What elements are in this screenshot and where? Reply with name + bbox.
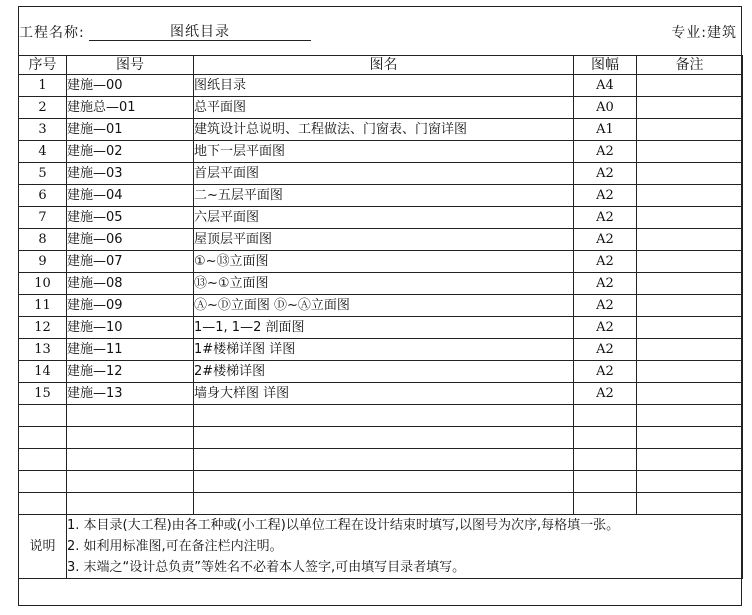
table-row (19, 97, 743, 119)
empty-cell (637, 449, 743, 471)
row-size: A2 (574, 229, 637, 251)
empty-cell (637, 427, 743, 449)
row-no: 10 (19, 273, 67, 295)
row-no: 11 (19, 295, 67, 317)
empty-cell (194, 493, 574, 515)
empty-cell (574, 405, 637, 427)
row-code: 建施—04 (67, 185, 194, 207)
empty-cell (574, 493, 637, 515)
specialty-label: 专业:建筑 (671, 25, 737, 41)
note-line: 2. 如利用标准图,可在备注栏内注明。 (67, 539, 283, 554)
empty-cell (574, 471, 637, 493)
row-code: 建施—00 (67, 75, 194, 97)
row-no: 13 (19, 339, 67, 361)
table-row (19, 383, 743, 405)
empty-cell (194, 471, 574, 493)
table-row (19, 119, 743, 141)
row-size: A2 (574, 141, 637, 163)
empty-cell (194, 449, 574, 471)
col-header-no: 序号 (19, 56, 67, 75)
row-name: 六层平面图 (194, 207, 574, 229)
row-name: ①~⑬立面图 (194, 251, 574, 273)
row-size: A0 (574, 97, 637, 119)
col-header-code: 图号 (67, 56, 194, 75)
table-row (19, 163, 743, 185)
table-row (19, 75, 743, 97)
empty-cell (637, 405, 743, 427)
empty-cell (67, 405, 194, 427)
row-size: A2 (574, 317, 637, 339)
empty-cell (19, 471, 67, 493)
row-code: 建施—01 (67, 119, 194, 141)
row-size: A2 (574, 295, 637, 317)
table-row (19, 185, 743, 207)
empty-row (19, 471, 743, 493)
col-header-note: 备注 (637, 56, 743, 75)
row-note (637, 75, 743, 97)
row-note (637, 273, 743, 295)
row-note (637, 141, 743, 163)
row-no: 15 (19, 383, 67, 405)
notes-title: 说明 (19, 515, 67, 579)
row-name: 二~五层平面图 (194, 185, 574, 207)
row-note (637, 97, 743, 119)
empty-cell (67, 449, 194, 471)
row-no: 5 (19, 163, 67, 185)
row-note (637, 163, 743, 185)
row-note (637, 361, 743, 383)
table-body (19, 75, 743, 515)
row-note (637, 339, 743, 361)
project-name-value: 图纸目录 (89, 21, 311, 41)
row-code: 建施—08 (67, 273, 194, 295)
table-row (19, 361, 743, 383)
row-no: 4 (19, 141, 67, 163)
row-size: A4 (574, 75, 637, 97)
empty-row (19, 405, 743, 427)
sheet-header (19, 7, 741, 55)
row-no: 1 (19, 75, 67, 97)
row-code: 建施—10 (67, 317, 194, 339)
row-no: 8 (19, 229, 67, 251)
row-no: 12 (19, 317, 67, 339)
row-size: A2 (574, 251, 637, 273)
empty-cell (67, 493, 194, 515)
empty-cell (19, 493, 67, 515)
table-row (19, 251, 743, 273)
row-no: 9 (19, 251, 67, 273)
row-size: A2 (574, 207, 637, 229)
empty-cell (574, 427, 637, 449)
row-size: A1 (574, 119, 637, 141)
row-name: 图纸目录 (194, 75, 574, 97)
row-no: 2 (19, 97, 67, 119)
row-name: ⑬~①立面图 (194, 273, 574, 295)
row-name: 建筑设计总说明、工程做法、门窗表、门窗详图 (194, 119, 574, 141)
row-note (637, 185, 743, 207)
col-header-size: 图幅 (574, 56, 637, 75)
empty-cell (637, 471, 743, 493)
row-code: 建施—11 (67, 339, 194, 361)
project-name-label: 工程名称: (19, 25, 85, 41)
row-code: 建施—06 (67, 229, 194, 251)
row-no: 6 (19, 185, 67, 207)
table-row (19, 229, 743, 251)
row-code: 建施—12 (67, 361, 194, 383)
row-size: A2 (574, 163, 637, 185)
row-name: 1#楼梯详图 详图 (194, 339, 574, 361)
row-code: 建施—13 (67, 383, 194, 405)
row-note (637, 119, 743, 141)
row-size: A2 (574, 339, 637, 361)
notes-body (67, 515, 743, 579)
row-size: A2 (574, 361, 637, 383)
empty-cell (67, 427, 194, 449)
empty-cell (194, 427, 574, 449)
notes-row (19, 515, 743, 579)
empty-cell (637, 493, 743, 515)
row-note (637, 295, 743, 317)
empty-cell (194, 405, 574, 427)
row-name: 首层平面图 (194, 163, 574, 185)
row-name: 屋顶层平面图 (194, 229, 574, 251)
note-line: 1. 本目录(大工程)由各工种或(小工程)以单位工程在设计结束时填写,以图号为次序,每格填一张。 (67, 518, 620, 533)
table-row (19, 273, 743, 295)
row-name: 墙身大样图 详图 (194, 383, 574, 405)
drawing-index-table (18, 55, 743, 579)
row-name: 地下一层平面图 (194, 141, 574, 163)
row-code: 建施—09 (67, 295, 194, 317)
table-row (19, 317, 743, 339)
drawing-index-sheet (18, 6, 742, 606)
note-line: 3. 末端之“设计总负责”等姓名不必着本人签字,可由填写目录者填写。 (67, 560, 466, 575)
table-row (19, 295, 743, 317)
row-name: 总平面图 (194, 97, 574, 119)
row-code: 建施—05 (67, 207, 194, 229)
empty-row (19, 493, 743, 515)
row-name: Ⓐ~Ⓓ立面图 Ⓓ~Ⓐ立面图 (194, 295, 574, 317)
row-code: 建施总—01 (67, 97, 194, 119)
row-name: 2#楼梯详图 (194, 361, 574, 383)
row-no: 3 (19, 119, 67, 141)
empty-row (19, 449, 743, 471)
row-no: 14 (19, 361, 67, 383)
empty-cell (574, 449, 637, 471)
empty-cell (19, 405, 67, 427)
row-note (637, 207, 743, 229)
table-header-row (19, 56, 743, 75)
row-code: 建施—03 (67, 163, 194, 185)
table-row (19, 141, 743, 163)
row-note (637, 317, 743, 339)
row-note (637, 229, 743, 251)
row-size: A2 (574, 273, 637, 295)
row-code: 建施—07 (67, 251, 194, 273)
row-note (637, 251, 743, 273)
row-note (637, 383, 743, 405)
empty-cell (67, 471, 194, 493)
table-row (19, 339, 743, 361)
row-code: 建施—02 (67, 141, 194, 163)
empty-cell (19, 427, 67, 449)
row-size: A2 (574, 383, 637, 405)
row-size: A2 (574, 185, 637, 207)
empty-row (19, 427, 743, 449)
row-no: 7 (19, 207, 67, 229)
empty-cell (19, 449, 67, 471)
row-name: 1—1, 1—2 剖面图 (194, 317, 574, 339)
col-header-name: 图名 (194, 56, 574, 75)
table-row (19, 207, 743, 229)
